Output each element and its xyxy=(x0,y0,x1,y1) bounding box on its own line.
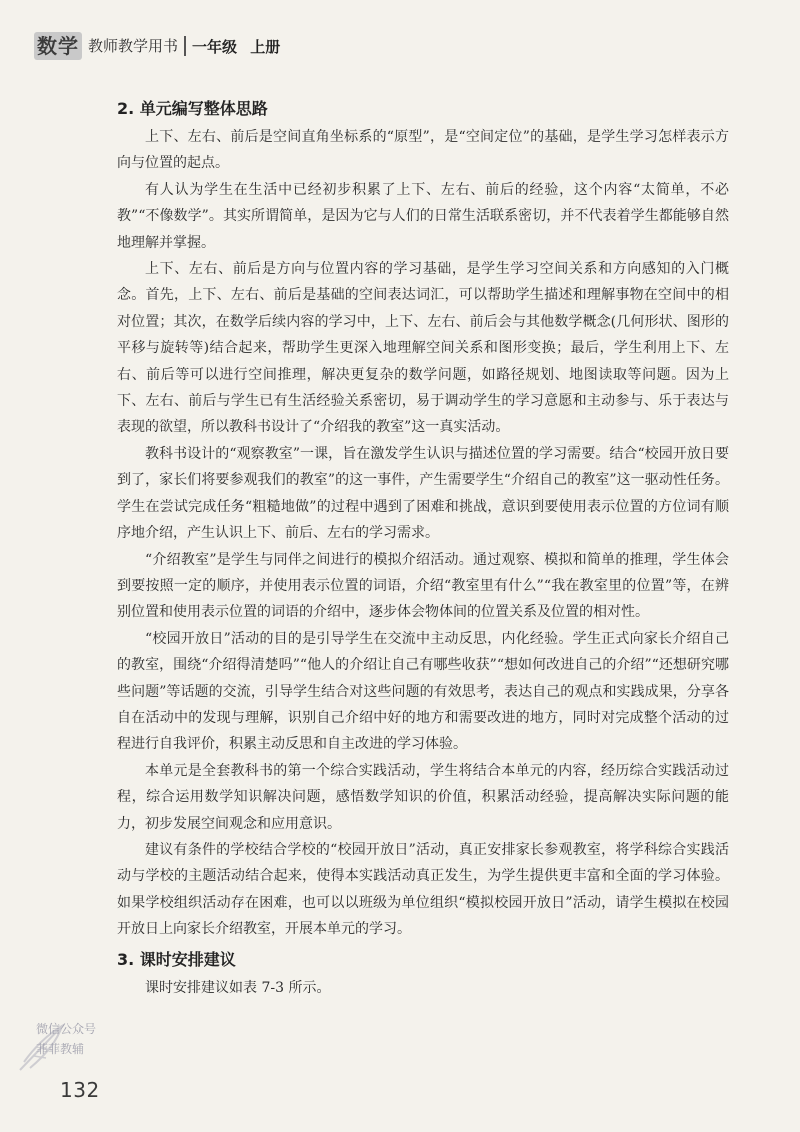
watermark-line-2: 菲菲教辅 xyxy=(36,1042,85,1056)
watermark-line-1: 微信公众号 xyxy=(36,1022,97,1036)
section-2-paragraph-6: “校园开放日”活动的目的是引导学生在交流中主动反思，内化经验。学生正式向家长介绍自己的教室，围绕“介绍得清楚吗”“他人的介绍让自己有哪些收获”“想如何改进自己的介绍”“还想研究哪些问题”等话题的交流，引导学生结合对这些问题的有效思考，表达自己的观点和实践成果，分享各自在活动中的发现与理解，识别自己介绍中好的地方和需要改进的地方，同时对完成整个活动的过程进行自我评价，积累主动反思和自主改进的学习体验。 xyxy=(117,630,729,753)
grade-volume: 一年级 上册 xyxy=(192,37,281,56)
page-number: 132 xyxy=(60,1078,100,1102)
section-2-paragraph-4: 教科书设计的“观察教室”一课，旨在激发学生认识与描述位置的学习需要。结合“校园开放日要到了，家长们将要参观我们的教室”的这一事件，产生需要学生“介绍自己的教室”这一驱动性任务。学生在尝试完成任务“粗糙地做”的过程中遇到了困难和挑战，意识到要使用表示位置的方位词有顺序地介绍，产生认识上下、前后、左右的学习需求。 xyxy=(117,445,729,542)
subject-logo: 数学 xyxy=(34,32,82,60)
section-2-paragraph-1: 上下、左右、前后是空间直角坐标系的“原型”，是“空间定位”的基础，是学生学习怎样表示方向与位置的起点。 xyxy=(117,129,729,172)
running-header xyxy=(34,30,280,62)
section-3-title: 3. 课时安排建议 xyxy=(117,949,236,969)
section-3-paragraph: 课时安排建议如表 7-3 所示。 xyxy=(145,979,331,996)
section-2-paragraph-7: 本单元是全套教科书的第一个综合实践活动，学生将结合本单元的内容，经历综合实践活动过程，综合运用数学知识解决问题，感悟数学知识的价值，积累活动经验，提高解决实际问题的能力，初步发展空间观念和应用意识。 xyxy=(117,762,729,832)
section-2-title: 2. 单元编写整体思路 xyxy=(117,99,268,118)
section-2-paragraph-3: 上下、左右、前后是方向与位置内容的学习基础，是学生学习空间关系和方向感知的入门概念。首先，上下、左右、前后是基础的空间表达词汇，可以帮助学生描述和理解事物在空间中的相对位置；其次，在数学后续内容的学习中，上下、左右、前后会与其他数学概念(几何形状、图形的平移与旋转等)结合起来，帮助学生更深入地理解空间关系和图形变换；最后，学生利用上下、左右、前后等可以进行空间推理，解决更复杂的数学问题，如路径规划、地图读取等问题。因为上下、左右、前后与学生已有生活经验关系密切，易于调动学生的学习意愿和主动参与、乐于表达与表现的欲望，所以教科书设计了“介绍我的教室”这一真实活动。 xyxy=(117,261,729,436)
page-body xyxy=(117,94,729,1001)
section-2-paragraph-8: 建议有条件的学校结合学校的“校园开放日”活动，真正安排家长参观教室，将学科综合实践活动与学校的主题活动结合起来，使得本实践活动真正发生，为学生提供更丰富和全面的学习体验。如果学校组织活动存在困难，也可以以班级为单位组织“模拟校园开放日”活动，请学生模拟在校园开放日上向家长介绍教室，开展本单元的学习。 xyxy=(117,841,729,938)
book-title: 教师教学用书 xyxy=(88,36,186,56)
section-2-paragraph-2: 有人认为学生在生活中已经初步积累了上下、左右、前后的经验，这个内容“太简单，不必教”“不像数学”。其实所谓简单，是因为它与人们的日常生活联系密切，并不代表着学生都能够自然地理解并掌握。 xyxy=(117,181,729,251)
section-2-paragraph-5: “介绍教室”是学生与同伴之间进行的模拟介绍活动。通过观察、模拟和简单的推理，学生体会到要按照一定的顺序，并使用表示位置的词语，介绍“教室里有什么”“我在教室里的位置”等，在辨别位置和使用表示位置的词语的介绍中，逐步体会物体间的位置关系及位置的相对性。 xyxy=(117,551,729,621)
